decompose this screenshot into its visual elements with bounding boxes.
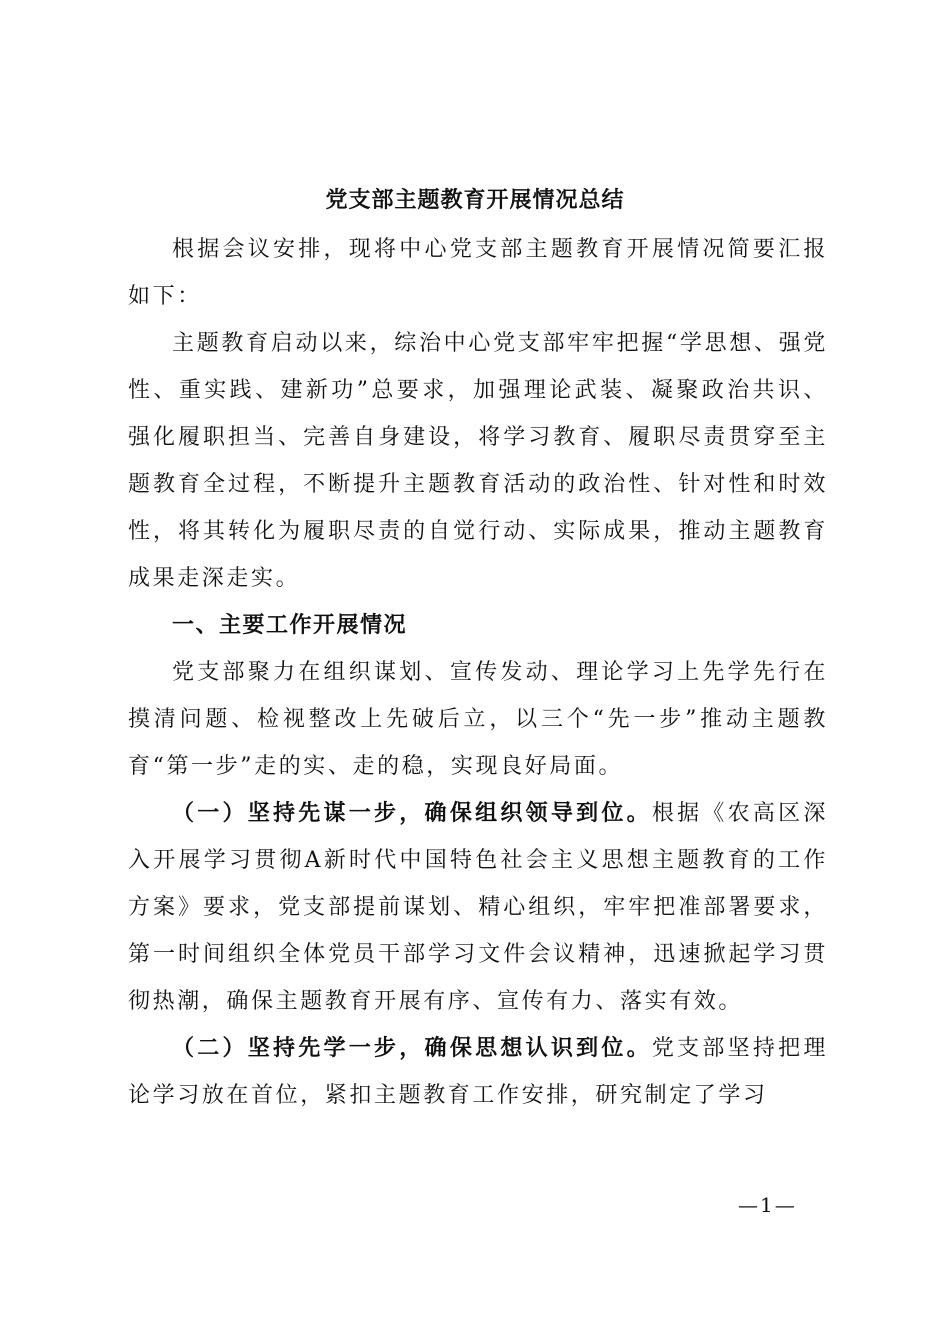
page-number: —1— [738,1193,797,1217]
paragraph-organization-body: 根据《农高区深入开展学习贯彻A新时代中国特色社会主义思想主题教育的工作方案》要求，党支部提前谋划、精心组织，牢牢把准部署要求，第一时间组织全体党员干部学习文件会议精神，迅速掀起学习贯彻热潮，确保主题教育开展有序、宣传有力、落实有效。 [128,801,828,1014]
paragraph-organization [128,790,828,1025]
paragraph-intro: 根据会议安排，现将中心党支部主题教育开展情况简要汇报如下： [128,237,828,309]
document-body [128,226,828,1119]
section-heading-main-work: 一、主要工作开展情况 [172,612,408,638]
paragraph-study-body: 党支部坚持把理论学习放在首位，紧扣主题教育工作安排，研究制定了学习 [128,1036,828,1108]
paragraph-study [128,1025,828,1119]
document-title: 党支部主题教育开展情况总结 [325,187,625,213]
subheading-study: （二）坚持先学一步，确保思想认识到位。 [172,1035,652,1061]
paragraph-overview: 主题教育启动以来，综治中心党支部牢牢把握“学思想、强党性、重实践、建新功”总要求，加强理论武装、凝聚政治共识、强化履职担当、完善自身建设，将学习教育、履职尽责贯穿至主题教育全过程，不断提升主题教育活动的政治性、针对性和时效性，将其转化为履职尽责的自觉行动、实际成果，推动主题教育成果走深走实。 [128,331,828,591]
subheading-organization: （一）坚持先谋一步，确保组织领导到位。 [172,800,652,826]
paragraph-main-work: 党支部聚力在组织谋划、宣传发动、理论学习上先学先行在摸清问题、检视整改上先破后立，以三个“先一步”推动主题教育“第一步”走的实、走的稳，实现良好局面。 [128,660,828,779]
